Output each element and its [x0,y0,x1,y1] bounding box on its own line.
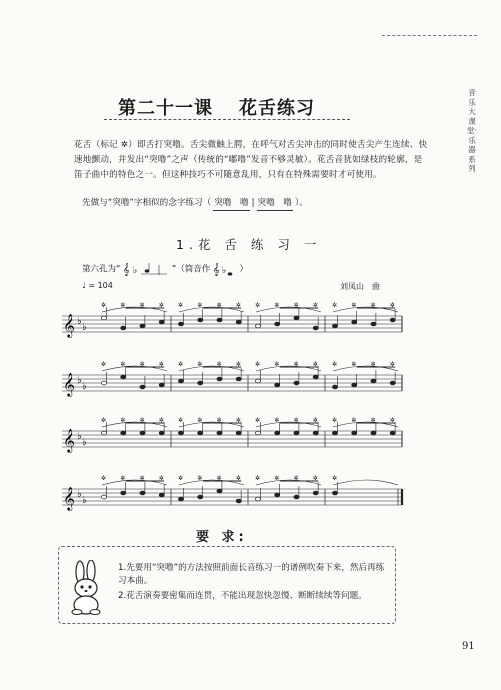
page-number: 91 [462,641,475,652]
note-head [178,431,183,435]
treble-clef-icon: 𝄞 [63,486,75,510]
flutter-tongue-mark: ✲ [255,475,261,482]
slur [333,480,398,485]
note-head [352,431,357,435]
flat-sign-icon: ♭ [77,489,82,500]
note-head [371,379,376,383]
practice-prefix: 先做与“突噜”字相似的念字练习（ [82,198,212,208]
requirements-title: 要 求: [196,530,248,545]
flutter-tongue-mark: ✲ [370,302,376,309]
flutter-tongue-mark: ✲ [120,475,126,482]
flutter-tongue-mark: ✲ [293,475,299,482]
lesson-topic: 花舌练习 [239,98,315,119]
note-head [371,431,376,435]
note-head [121,491,126,495]
note-head [313,491,318,495]
flutter-tongue-mark: ✲ [274,302,280,309]
flutter-tongue-mark: ✲ [351,302,357,309]
flutter-tongue-mark: ✲ [158,302,164,309]
flat-sign-icon: ♭ [82,322,87,333]
flutter-tongue-mark: ✲ [158,417,164,424]
requirement-item-1: 1.先要用“突噜”的方法按照前面长音练习一的谱例吹奏下来，然后再练习本曲。 [118,563,385,586]
note-head [121,375,126,379]
note-head [217,431,222,435]
fingering-suffix: ”（筒音作 [171,264,211,275]
flutter-tongue-mark: ✲ [370,417,376,424]
flutter-tongue-mark: ✲ [101,417,107,424]
flutter-tongue-mark: ✲ [216,417,222,424]
note-head [236,377,241,381]
note-head [275,493,280,497]
tempo-marking: ♩ = 104 [82,281,113,290]
flutter-tongue-mark: ✲ [389,361,395,368]
lesson-number: 第二十一课 [118,98,213,119]
note-head [313,431,318,435]
note-head [352,383,357,387]
flat-sign-icon: ♭ [82,495,87,506]
note-head [217,489,222,493]
flutter-tongue-mark: ✲ [101,361,107,368]
flutter-tongue-mark: ✲ [120,361,126,368]
treble-clef-icon: 𝄞 [63,313,75,337]
note-head [255,497,260,501]
note-head [101,381,106,385]
note-head [294,316,299,320]
note-head [294,431,299,435]
note-head [140,324,145,328]
note-head [217,318,222,322]
flutter-tongue-mark: ✲ [235,302,241,309]
note-head [101,495,106,499]
note-head [255,324,260,328]
flutter-tongue-mark: ✲ [293,417,299,424]
flutter-tongue-mark: ✲ [158,361,164,368]
note-head [159,493,164,497]
note-head [121,326,126,330]
flutter-tongue-mark: ✲ [197,417,203,424]
requirement-item-2: 2.花舌演奏要密集而连贯，不能出现忽快忽慢、断断续续等问题。 [118,591,367,601]
note-head [332,491,337,495]
flutter-tongue-mark: ✲ [158,475,164,482]
note-head [236,499,241,503]
note-head [236,320,241,324]
svg-text:♭: ♭ [133,266,138,276]
note-head [159,431,164,435]
note-head [390,381,395,385]
flutter-tongue-mark: ✲ [332,417,338,424]
flutter-tongue-mark: ✲ [255,302,261,309]
flutter-tongue-mark: ✲ [197,475,203,482]
rabbit-illustration [66,560,108,616]
flutter-tongue-mark: ✲ [312,302,318,309]
flutter-tongue-mark: ✲ [274,475,280,482]
practice-suffix: ）。 [294,198,308,208]
note-head [390,318,395,322]
flutter-tongue-mark: ✲ [332,302,338,309]
note-head [313,326,318,330]
flutter-tongue-mark: ✲ [312,361,318,368]
note-head [121,431,126,435]
flutter-tongue-mark: ✲ [120,417,126,424]
note-head [101,431,106,435]
fingering-end: ） [239,264,249,275]
svg-text:𝄞: 𝄞 [212,263,220,276]
treble-clef-icon: 𝄞 [63,372,75,396]
syllable-example-2: 突噜 噜 [257,196,293,211]
flutter-tongue-mark: ✲ [389,417,395,424]
flat-sign-icon: ♭ [77,316,82,327]
note-head [275,431,280,435]
flutter-tongue-mark: ✲ [255,417,261,424]
flutter-tongue-mark: ✲ [235,475,241,482]
note-head [255,431,260,435]
note-head [101,316,106,320]
flat-sign-icon: ♭ [82,437,87,448]
note-head [140,431,145,435]
note-head [294,495,299,499]
intro-paragraph: 花舌（标记 ✲）即舌打突噜。舌尖微触上腭，在呼气对舌尖冲击的同时使舌尖产生连续、快速地颤动，并发出“突噜”之声（传统的“嘟噜”发音不够灵敏）。花舌音犹如绿枝的轮廓，是笛子曲中的特色之一。但这种技巧不可随意乱用，只有在特殊需要时才可使用。 [74,140,428,180]
note-head [255,379,260,383]
flat-sign-icon: ♭ [77,431,82,442]
flutter-tongue-mark: ✲ [139,361,145,368]
flutter-tongue-mark: ✲ [101,302,107,309]
flutter-tongue-mark: ✲ [274,361,280,368]
fingering-prefix: 第六孔为“ [82,264,121,275]
note-head [198,431,203,435]
flutter-tongue-mark: ✲ [178,361,184,368]
flutter-tongue-mark: ✲ [274,417,280,424]
flutter-tongue-mark: ✲ [389,302,395,309]
flutter-tongue-mark: ✲ [351,361,357,368]
flat-sign-icon: ♭ [82,381,87,392]
flat-sign-icon: ♭ [77,375,82,386]
flutter-tongue-mark: ✲ [178,475,184,482]
note-head [140,491,145,495]
note-head [275,383,280,387]
flutter-tongue-mark: ✲ [255,361,261,368]
flutter-tongue-mark: ✲ [312,475,318,482]
flutter-tongue-mark: ✲ [139,475,145,482]
note-head [198,381,203,385]
note-head [390,431,395,435]
flutter-tongue-mark: ✲ [178,417,184,424]
note-head [352,320,357,324]
flutter-tongue-mark: ✲ [101,475,107,482]
svg-text:𝄞: 𝄞 [123,263,130,276]
note-head [236,431,241,435]
flutter-tongue-mark: ✲ [332,361,338,368]
svg-text:♭: ♭ [221,266,227,276]
flutter-tongue-mark: ✲ [178,302,184,309]
note-head [198,495,203,499]
note-head [178,497,183,501]
note-head [178,322,183,326]
note-head [159,383,164,387]
flutter-tongue-mark: ✲ [351,417,357,424]
flutter-tongue-mark: ✲ [197,302,203,309]
flutter-tongue-mark: ✲ [216,302,222,309]
bar-separator: | [251,198,255,208]
flutter-tongue-mark: ✲ [235,361,241,368]
syllable-example-1: 突噜 噜 [213,196,249,211]
flutter-tongue-mark: ✲ [293,302,299,309]
flutter-tongue-mark: ✲ [139,417,145,424]
note-head [371,322,376,326]
flutter-tongue-mark: ✲ [216,475,222,482]
flutter-tongue-mark: ✲ [216,361,222,368]
flutter-tongue-mark: ✲ [332,475,338,482]
section-heading: 1.花 舌 练 习 一 [176,237,322,252]
treble-clef-icon: 𝄞 [63,428,75,452]
flutter-tongue-mark: ✲ [120,302,126,309]
note-head [198,318,203,322]
flutter-tongue-mark: ✲ [139,302,145,309]
flutter-tongue-mark: ✲ [370,361,376,368]
note-head [140,385,145,389]
note-head [294,381,299,385]
flutter-tongue-mark: ✲ [312,417,318,424]
flutter-tongue-mark: ✲ [235,417,241,424]
note-head [159,320,164,324]
note-head [275,322,280,326]
note-head [332,385,337,389]
note-head [217,377,222,381]
series-side-note: 音乐大课堂·乐器系列 [467,88,477,173]
flutter-tongue-mark: ✲ [293,361,299,368]
note-head [332,324,337,328]
flutter-tongue-mark: ✲ [197,361,203,368]
note-head [313,375,318,379]
composer-credit: 刘凤山 曲 [340,282,380,291]
note-head [332,431,337,435]
note-head [178,379,183,383]
